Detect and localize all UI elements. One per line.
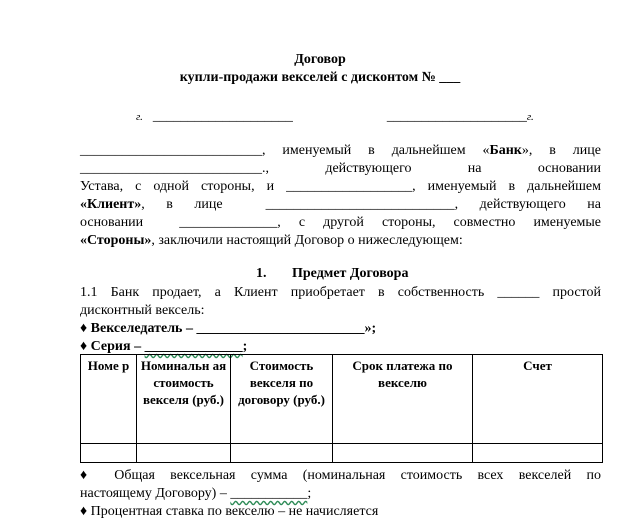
drawer-blank: ________________________: [196, 321, 365, 336]
preamble-line-2: [80, 160, 601, 178]
text: основании: [80, 215, 144, 230]
contract-title: Договор: [294, 52, 346, 67]
drawer-label: ♦ Векселедатель –: [80, 321, 197, 336]
cut-off-line: ♦ Процентная ставка по векселю – не начисляется: [80, 504, 379, 519]
text: »;: [364, 321, 377, 336]
party-blank: __________________________: [80, 143, 262, 158]
section-title: Предмет Договора: [292, 266, 409, 281]
drawer-line: [80, 320, 376, 338]
series-blank: ______________: [144, 339, 243, 354]
header-price: Стоимость векселя по договору (руб.): [231, 355, 333, 444]
client-rep-blank: ___________________________: [265, 197, 455, 212]
table-cell[interactable]: [473, 444, 603, 463]
preamble-line-1: [80, 142, 601, 160]
text: , действующего на: [454, 197, 602, 212]
client-blank: __________________: [286, 179, 413, 194]
clause-1-1-line-1: 1.1 Банк продает, а Клиент приобретает в собственность ______ простой: [80, 285, 601, 300]
clause-1-1-line-2: дисконтный вексель:: [80, 303, 205, 318]
header-number: Номе р: [81, 355, 137, 444]
text: ;: [242, 339, 248, 354]
header-nominal: Номинальн ая стоимость векселя (руб.): [137, 355, 231, 444]
city-blank: ____________________: [152, 109, 293, 124]
parties-term: «Стороны»: [80, 233, 152, 248]
header-term: Срок платежа по векселю: [333, 355, 473, 444]
text: », в лице: [521, 143, 601, 158]
preamble-line-3: [80, 178, 601, 196]
text: , именуемый в дальнейшем: [412, 179, 602, 194]
bank-term: Банк: [489, 143, 522, 158]
text: , именуемый в дальнейшем «: [262, 143, 490, 158]
table-row: [81, 444, 603, 463]
table-header-row: [81, 355, 603, 444]
bills-table: [80, 354, 603, 463]
total-line-1: ♦ Общая вексельная сумма (номинальная стоимость всех векселей по: [80, 468, 601, 483]
contract-subtitle: купли-продажи векселей с дисконтом № ___: [179, 70, 461, 85]
date-suffix: г.: [526, 111, 534, 123]
text: настоящему Договору) –: [80, 486, 231, 501]
basis-blank: ______________: [179, 215, 278, 230]
client-term: «Клиент»: [80, 197, 142, 212]
table-cell[interactable]: [137, 444, 231, 463]
date-blank: ____________________: [386, 109, 527, 124]
table-cell[interactable]: [81, 444, 137, 463]
table-cell[interactable]: [231, 444, 333, 463]
section-number: 1.: [256, 266, 267, 281]
header-account: Счет: [473, 355, 603, 444]
total-line-2: [80, 485, 311, 503]
table-cell[interactable]: [333, 444, 473, 463]
rep-blank: __________________________: [80, 161, 262, 176]
section-1-heading: [256, 265, 408, 283]
text: ., действующего на основании: [262, 161, 601, 176]
place-date-line: [136, 107, 542, 126]
preamble-line-6: [80, 232, 463, 250]
total-blank: ___________: [230, 486, 308, 501]
text: , заключили настоящий Договор о нижеследующем:: [151, 233, 463, 248]
text: , в лице: [141, 197, 223, 212]
text: ;: [307, 486, 312, 501]
city-prefix: г.: [136, 111, 143, 123]
series-label: ♦ Серия –: [80, 339, 145, 354]
text: Устава, с одной стороны, и: [80, 179, 275, 194]
preamble-line-5: [80, 214, 601, 232]
text: , с другой стороны, совместно именуемые: [277, 215, 602, 230]
preamble-line-4: [80, 196, 601, 214]
